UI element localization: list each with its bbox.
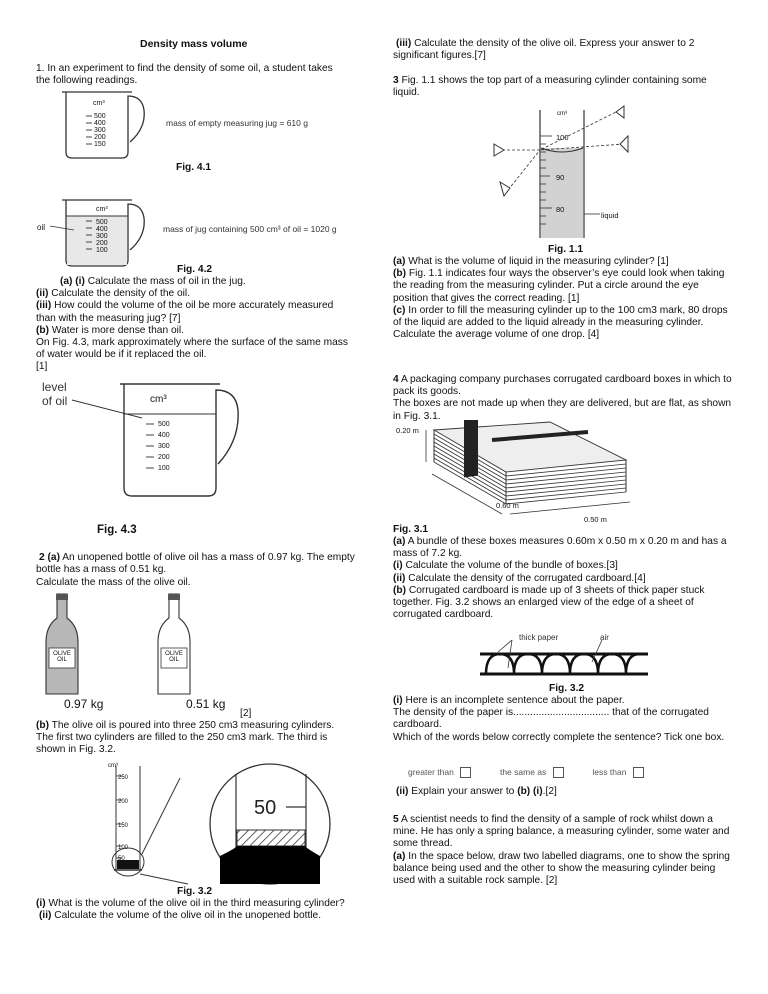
fig-4-2-caption: Fig. 4.2 [177, 264, 213, 275]
fig-3-2-tick: 150 [118, 823, 129, 829]
checkbox-greater-than[interactable] [460, 767, 471, 778]
fig-4-1-tick: 400 [94, 120, 106, 127]
fig-4-1-caption: Fig. 4.1 [176, 162, 212, 173]
fig-1-1-liquid-label: liquid [601, 211, 619, 220]
q4-bii [393, 786, 733, 798]
q1-iii-label: (iii) [36, 300, 52, 312]
fig-4-3-tick: 100 [158, 465, 170, 472]
q2-a-calc: Calculate the mass of the olive oil. [36, 577, 191, 588]
q1-iii: How could the volume of the oil be more accurately measured than with the measuring jug? [7] [36, 300, 334, 324]
fig-3-2-zoom-value: 50 [254, 797, 277, 819]
fig-4-3-tick: 400 [158, 432, 170, 439]
fig-4-3-level-2: of oil [42, 394, 68, 408]
q1-questions [36, 276, 354, 374]
bottle-full [40, 592, 84, 698]
bottle-empty [152, 592, 196, 698]
q2-i-label: (i) [36, 898, 46, 909]
fig-1-1-cylinder [488, 104, 648, 240]
q3-questions [393, 256, 733, 341]
fig-4-3-caption: Fig. 4.3 [97, 524, 137, 536]
fig-1-1-unit: cm³ [557, 111, 567, 117]
fig-3-1-caption: Fig. 3.1 [393, 524, 429, 535]
q3-c2: Calculate the average volume of one drop. [4] [393, 329, 600, 341]
q3-c-label: (c) [393, 304, 406, 316]
fig-3-2-cylinder [106, 760, 356, 888]
fig-4-3-tick: 300 [158, 443, 170, 450]
fig-3-2b-caption: Fig. 3.2 [549, 683, 585, 694]
fig-4-1-tick: 200 [94, 134, 106, 141]
option-less-than: less than [592, 767, 627, 777]
fig-4-3-unit: cm³ [150, 394, 167, 405]
q5-a-label: (a) [393, 850, 406, 862]
fig-3-1-length: 0.60 m [496, 501, 519, 510]
q4-bi2: The density of the paper is.................................. that of the corrugated cardboard. [393, 707, 709, 731]
q2-a-num: 2 [39, 552, 45, 563]
bottle-empty-label: OLIVE OIL [165, 651, 183, 663]
fig-3-2-tick: 100 [118, 845, 129, 851]
fig-4-3-tick: 200 [158, 454, 170, 461]
q4-bi3: Which of the words below correctly complete the sentence? Tick one box. [393, 731, 725, 743]
q4-ii-label: (ii) [393, 572, 406, 584]
q5-a: In the space below, draw two labelled diagrams, one to show the spring balance being used and the other to show the measuring cylinder being used with a suitable rock sample. [2] [393, 850, 730, 887]
fig-4-2-tick: 200 [96, 240, 108, 247]
fig-3-2-tick: 50 [118, 856, 125, 862]
q2-i: What is the volume of the olive oil in the third measuring cylinder? [45, 898, 345, 909]
fig-3-2-tick: 200 [118, 799, 129, 805]
q2-b [36, 720, 352, 757]
q3-a: What is the volume of liquid in the measuring cylinder? [1] [405, 256, 669, 267]
q5 [393, 814, 733, 887]
fig-4-2-tick: 400 [96, 226, 108, 233]
q3-c: In order to fill the measuring cylinder up to the 100 cm3 mark, 80 drops of the liquid are added to the liquid already in the measuring cylinder. [393, 304, 728, 329]
q4-bii-label: (ii) [396, 786, 409, 797]
fig-3-2-caption: Fig. 3.2 [177, 886, 213, 897]
q4-num: 4 [393, 374, 399, 385]
q2-iii-label: (iii) [396, 38, 412, 49]
fig-4-2-tick: 300 [96, 233, 108, 240]
q5-intro: A scientist needs to find the density of a sample of rock whilst down a mine. He has only a spring balance, a measuring cylinder, some water and some thread. [393, 814, 730, 850]
q3-intro-text: Fig. 1.1 shows the top part of a measuring cylinder containing some liquid. [393, 75, 707, 99]
fig-4-2-oil-label: oil [37, 223, 46, 232]
q3-b-label: (b) [393, 268, 407, 280]
q1-ii: Calculate the density of the oil. [48, 288, 191, 300]
fig-3-2-cardboard [476, 630, 656, 680]
q4-i-label: (i) [393, 560, 403, 572]
q2-a-marks: [2] [240, 708, 252, 719]
q3-a-label: (a) [393, 256, 406, 267]
fig-1-1-tick: 100 [556, 133, 569, 142]
fig-1-1-tick: 80 [556, 205, 565, 214]
q1-intro: 1. In an experiment to find the density of some oil, a student takes the following readings. [36, 63, 333, 87]
q2-b-label: (b) [36, 720, 50, 731]
bottle-full-label: OLIVE OIL [53, 651, 71, 663]
q4-b-label: (b) [393, 584, 407, 596]
q4-intro [393, 374, 733, 423]
q3-intro [393, 75, 733, 99]
fig-4-2-tick: 500 [96, 219, 108, 226]
q4-i: Calculate the volume of the bundle of boxes.[3] [402, 560, 618, 572]
q2-iii [393, 38, 733, 62]
fig-3-1-bundle [418, 420, 634, 522]
q1-b-line2: On Fig. 4.3, mark approximately where the surface of the same mass of water would be if it replaced the oil. [36, 337, 348, 361]
q1-ii-label: (ii) [36, 288, 49, 300]
q2-iii-text: Calculate the density of the olive oil. Express your answer to 2 significant figures.[7] [393, 38, 695, 62]
option-same-as: the same as [499, 767, 547, 777]
checkbox-same-as[interactable] [553, 767, 564, 778]
fig-3-1-height: 0.20 m [396, 426, 419, 435]
q2-a-label: (a) [47, 552, 60, 563]
fig-4-1-jug [60, 88, 160, 160]
q3-b: Fig. 1.1 indicates four ways the observer’s eye could look when taking the reading from the measuring cylinder. Put a circle around the eye position that gives the correct reading. [1] [393, 268, 725, 304]
q1-b: Water is more dense than oil. [49, 324, 184, 336]
q4-a-label: (a) [393, 536, 406, 547]
fig-3-2-tick: 250 [118, 775, 129, 781]
q4-b: Corrugated cardboard is made up of 3 sheets of thick paper stuck together. Fig. 3.2 shows an enlarged view of the edge of a sheet of corrugated cardboard. [393, 584, 705, 621]
q1-a-i-label: (a) (i) [60, 276, 85, 287]
q4-a: A bundle of these boxes measures 0.60m x 0.50 m x 0.20 m and has a mass of 7.2 kg. [393, 536, 727, 560]
fig-4-1-tick: 300 [94, 127, 106, 134]
fig-3-2-paper-label: thick paper [519, 633, 559, 642]
q1-b-marks: [1] [36, 361, 48, 373]
q4-intro2: The boxes are not made up when they are delivered, but are flat, as shown in Fig. 3.1. [393, 398, 732, 422]
q4-bi-label: (i) [393, 695, 403, 706]
fig-4-3-level-1: level [42, 380, 67, 394]
fig-4-1-tick: 150 [94, 141, 106, 148]
q2-a-text: An unopened bottle of olive oil has a mass of 0.97 kg. The empty bottle has a mass of 0.51 kg. [36, 552, 355, 576]
checkbox-less-than[interactable] [633, 767, 644, 778]
fig-1-1-caption: Fig. 1.1 [548, 244, 584, 255]
q2-ii: Calculate the volume of the olive oil in the unopened bottle. [51, 910, 322, 922]
q5-num: 5 [393, 814, 399, 825]
q4-bii-post: .[2] [542, 786, 557, 797]
q4-b-sub [393, 695, 733, 744]
q4-intro-text: A packaging company purchases corrugated cardboard boxes in which to pack its goods. [393, 374, 732, 398]
option-greater-than: greater than [408, 767, 454, 777]
tick-options [408, 766, 644, 778]
q2-sub-questions [36, 898, 358, 922]
page-title: Density mass volume [140, 38, 248, 50]
q4-questions [393, 536, 733, 621]
q2-ii-label: (ii) [39, 910, 52, 922]
fig-3-1-width: 0.50 m [584, 515, 607, 524]
q4-bi: Here is an incomplete sentence about the paper. [402, 695, 625, 706]
fig-1-1-tick: 90 [556, 173, 565, 182]
q3-num: 3 [393, 75, 399, 86]
q1-b-label: (b) [36, 324, 50, 336]
q1-a-i: Calculate the mass of oil in the jug. [84, 276, 246, 287]
fig-4-2-unit: cm³ [96, 206, 108, 213]
fig-4-1-tick: 500 [94, 113, 106, 120]
q2-b-text: The olive oil is poured into three 250 cm3 measuring cylinders. The first two cylinders are filled to the 250 cm3 mark. The third is shown in Fig. 3.2. [36, 720, 335, 756]
fig-4-2-label: mass of jug containing 500 cm³ of oil = 1020 g [163, 224, 337, 234]
q4-ii: Calculate the density of the corrugated cardboard.[4] [405, 572, 646, 584]
q4-bii-ref: (b) (i) [517, 786, 543, 797]
fig-4-1-unit: cm³ [93, 100, 105, 107]
bottle-full-mass: 0.97 kg [64, 697, 104, 711]
fig-3-2-air-label: air [600, 633, 609, 642]
fig-4-3-tick: 500 [158, 421, 170, 428]
fig-4-2-tick: 100 [96, 247, 108, 254]
q4-bii-pre: Explain your answer to [408, 786, 518, 797]
fig-4-1-label: mass of empty measuring jug = 610 g [166, 118, 308, 128]
q2-a [36, 552, 356, 576]
fig-3-2-unit: cm³ [108, 763, 118, 769]
bottle-empty-mass: 0.51 kg [186, 697, 226, 711]
